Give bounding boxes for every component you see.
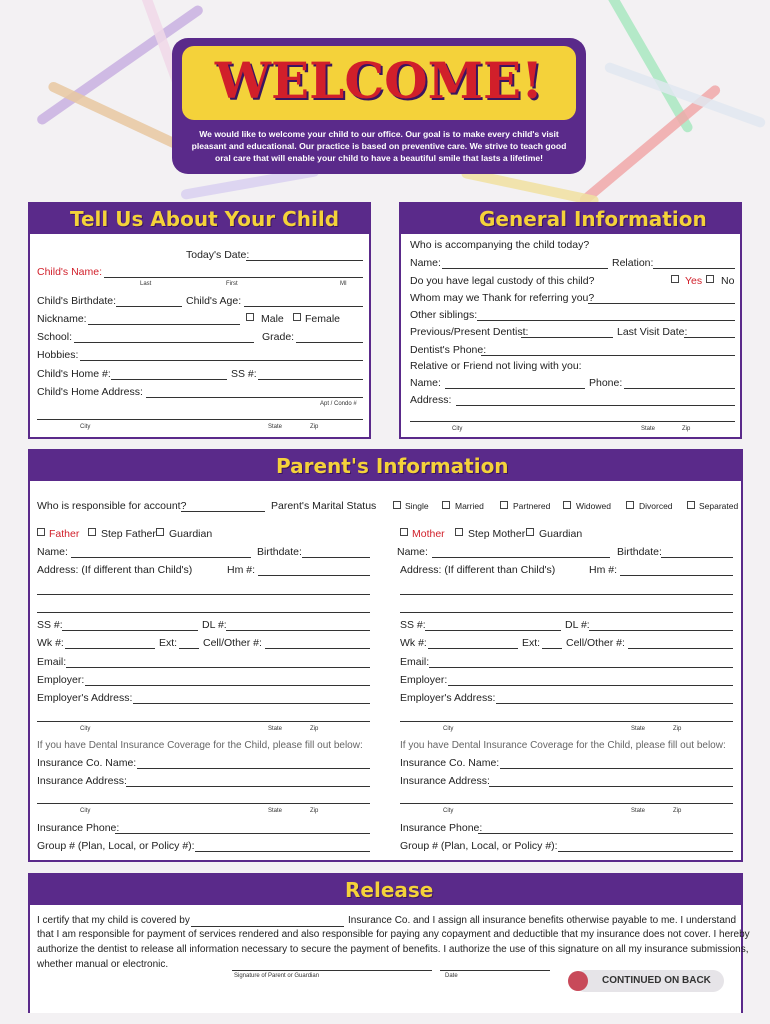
responsible-label: Who is responsible for account? bbox=[37, 500, 187, 512]
school-field[interactable] bbox=[74, 342, 254, 343]
father-hm-label: Hm #: bbox=[227, 564, 256, 576]
relative-name-field[interactable] bbox=[445, 388, 585, 389]
father-group-field[interactable] bbox=[195, 851, 370, 852]
father-ins-city-caption: City bbox=[80, 808, 91, 814]
mother-city-caption: City bbox=[443, 726, 454, 732]
mother-wk-field[interactable] bbox=[428, 648, 518, 649]
relation-field[interactable] bbox=[653, 268, 735, 269]
mother-ext-field[interactable] bbox=[542, 648, 562, 649]
mother-insurance-note: If you have Dental Insurance Coverage for the Child, please fill out below: bbox=[400, 740, 726, 751]
father-ext-field[interactable] bbox=[179, 648, 199, 649]
separated-label: Separated bbox=[699, 501, 739, 511]
father-insurance-note: If you have Dental Insurance Coverage for the Child, please fill out below: bbox=[37, 740, 363, 751]
mother-guardian-label: Guardian bbox=[539, 528, 583, 540]
mother-name-label: Name: bbox=[397, 546, 428, 558]
siblings-field[interactable] bbox=[477, 320, 735, 321]
mother-insurance-phone-field[interactable] bbox=[478, 833, 733, 834]
father-ss-field[interactable] bbox=[62, 630, 198, 631]
mother-ss-label: SS #: bbox=[400, 619, 426, 631]
father-insurance-address-label: Insurance Address: bbox=[37, 775, 127, 787]
relation-label: Relation: bbox=[612, 257, 654, 269]
relative-name-label: Name: bbox=[410, 377, 441, 389]
age-label: Child's Age: bbox=[186, 295, 242, 307]
mother-insurance-address-field[interactable] bbox=[489, 786, 733, 787]
mother-employer-city-field[interactable] bbox=[400, 721, 733, 722]
father-name-label: Name: bbox=[37, 546, 68, 558]
previous-dentist-label: Previous/Present Dentist: bbox=[410, 326, 529, 338]
dentist-phone-label: Dentist's Phone: bbox=[410, 344, 487, 356]
last-caption: Last bbox=[140, 281, 152, 287]
relative-city-field[interactable] bbox=[410, 421, 735, 422]
zip-caption: Zip bbox=[310, 424, 319, 430]
father-cell-field[interactable] bbox=[265, 648, 370, 649]
father-city-caption: City bbox=[80, 726, 91, 732]
father-insurance-phone-label: Insurance Phone: bbox=[37, 822, 120, 834]
relative-address-field[interactable] bbox=[456, 405, 735, 406]
mother-label: Mother bbox=[412, 528, 445, 540]
father-insurance-city-field[interactable] bbox=[37, 803, 370, 804]
school-label: School: bbox=[37, 331, 73, 343]
welcome-title: WELCOME! bbox=[214, 51, 544, 110]
separated-checkbox[interactable] bbox=[687, 501, 695, 509]
mother-wk-label: Wk #: bbox=[400, 637, 427, 649]
last-visit-label: Last Visit Date: bbox=[617, 326, 688, 338]
mother-employer-field[interactable] bbox=[448, 685, 733, 686]
toothpaste-cap-icon bbox=[568, 971, 588, 991]
general-panel-title: General Information bbox=[479, 207, 707, 231]
mother-group-field[interactable] bbox=[558, 851, 733, 852]
custody-yes-label: Yes bbox=[685, 275, 703, 287]
nickname-field[interactable] bbox=[88, 324, 240, 325]
previous-dentist-field[interactable] bbox=[521, 337, 613, 338]
child-panel-title: Tell Us About Your Child bbox=[70, 207, 340, 231]
relative-address-label: Address: bbox=[410, 394, 452, 406]
grade-label: Grade: bbox=[262, 331, 295, 343]
single-label: Single bbox=[405, 501, 429, 511]
date-caption: Date bbox=[445, 973, 458, 979]
hobbies-field[interactable] bbox=[80, 360, 363, 361]
birthdate-field[interactable] bbox=[116, 306, 182, 307]
step-father-label: Step Father bbox=[101, 528, 156, 540]
nickname-label: Nickname: bbox=[37, 313, 87, 325]
mother-employer-address-label: Employer's Address: bbox=[400, 692, 496, 704]
father-dl-field[interactable] bbox=[226, 630, 370, 631]
childs-name-label: Child's Name: bbox=[37, 266, 103, 278]
father-address-line-2[interactable] bbox=[37, 612, 370, 613]
release-line-1a: I certify that my child is covered by bbox=[37, 915, 190, 926]
father-name-field[interactable] bbox=[71, 557, 251, 558]
father-guardian-checkbox[interactable] bbox=[156, 528, 164, 536]
welcome-intro-3: oral care that will enable your child to have a beautiful smile that lasts a lifetime! bbox=[214, 153, 544, 163]
father-insurance-name-field[interactable] bbox=[137, 768, 370, 769]
partnered-label: Partnered bbox=[513, 501, 551, 511]
step-father-checkbox[interactable] bbox=[88, 528, 96, 536]
release-line-1b: Insurance Co. and I assign all insurance benefits otherwise payable to me. I understand bbox=[348, 915, 737, 926]
ss-label: SS #: bbox=[231, 368, 257, 380]
mother-cell-label: Cell/Other #: bbox=[566, 637, 625, 649]
mi-caption: MI bbox=[340, 281, 347, 287]
father-ins-state-caption: State bbox=[268, 808, 283, 814]
father-employer-city-field[interactable] bbox=[37, 721, 370, 722]
father-checkbox[interactable] bbox=[37, 528, 45, 536]
mother-state-caption: State bbox=[631, 726, 646, 732]
mother-birthdate-field[interactable] bbox=[661, 557, 733, 558]
mother-employer-address-field[interactable] bbox=[496, 703, 733, 704]
father-address-label: Address: (If different than Child's) bbox=[37, 564, 193, 576]
last-visit-field[interactable] bbox=[684, 337, 735, 338]
home-address-label: Child's Home Address: bbox=[37, 386, 143, 398]
mother-hm-label: Hm #: bbox=[589, 564, 618, 576]
father-employer-label: Employer: bbox=[37, 674, 85, 686]
marital-status-label: Parent's Marital Status bbox=[271, 500, 377, 512]
father-birthdate-field[interactable] bbox=[302, 557, 370, 558]
childs-name-field[interactable] bbox=[104, 277, 363, 278]
father-wk-field[interactable] bbox=[65, 648, 155, 649]
custody-label: Do you have legal custody of this child? bbox=[410, 275, 595, 287]
welcome-box bbox=[172, 38, 586, 174]
mother-ss-field[interactable] bbox=[425, 630, 561, 631]
birthdate-label: Child's Birthdate: bbox=[37, 295, 117, 307]
father-insurance-phone-field[interactable] bbox=[115, 833, 370, 834]
mother-ins-city-caption: City bbox=[443, 808, 454, 814]
father-insurance-address-field[interactable] bbox=[126, 786, 370, 787]
mother-ins-state-caption: State bbox=[631, 808, 646, 814]
father-zip-caption: Zip bbox=[310, 726, 319, 732]
father-insurance-name-label: Insurance Co. Name: bbox=[37, 757, 137, 769]
apt-caption: Apt / Condo # bbox=[320, 401, 357, 407]
mother-insurance-phone-label: Insurance Phone: bbox=[400, 822, 483, 834]
female-checkbox[interactable] bbox=[293, 313, 301, 321]
step-mother-label: Step Mother bbox=[468, 528, 526, 540]
father-employer-address-field[interactable] bbox=[133, 703, 370, 704]
mother-address-line-1[interactable] bbox=[400, 594, 733, 595]
father-label: Father bbox=[49, 528, 80, 540]
grade-field[interactable] bbox=[296, 342, 363, 343]
hobbies-label: Hobbies: bbox=[37, 349, 79, 361]
accompanying-name-field[interactable] bbox=[442, 268, 608, 269]
referral-field[interactable] bbox=[588, 303, 735, 304]
mother-dl-field[interactable] bbox=[589, 630, 733, 631]
referral-label: Whom may we Thank for referring you? bbox=[410, 292, 595, 304]
father-cell-label: Cell/Other #: bbox=[203, 637, 262, 649]
age-field[interactable] bbox=[244, 306, 363, 307]
father-employer-field[interactable] bbox=[85, 685, 370, 686]
date-field[interactable] bbox=[440, 970, 550, 971]
home-address-city-field[interactable] bbox=[37, 419, 363, 420]
accompanying-name-label: Name: bbox=[410, 257, 441, 269]
welcome-intro-2: pleasant and educational. Our practice is based on preventive care. We strive to teach good bbox=[191, 141, 567, 151]
father-ins-zip-caption: Zip bbox=[310, 808, 319, 814]
mother-guardian-checkbox[interactable] bbox=[526, 528, 534, 536]
responsible-field[interactable] bbox=[181, 511, 265, 512]
male-label: Male bbox=[261, 313, 284, 325]
mother-ins-zip-caption: Zip bbox=[673, 808, 682, 814]
city-caption: City bbox=[80, 424, 91, 430]
married-label: Married bbox=[455, 501, 484, 511]
partnered-checkbox[interactable] bbox=[500, 501, 508, 509]
continued-on-back-label: CONTINUED ON BACK bbox=[602, 975, 711, 986]
mother-hm-field[interactable] bbox=[620, 575, 733, 576]
siblings-label: Other siblings: bbox=[410, 309, 478, 321]
father-wk-label: Wk #: bbox=[37, 637, 64, 649]
general-city-caption: City bbox=[452, 426, 463, 432]
general-zip-caption: Zip bbox=[682, 426, 691, 432]
general-state-caption: State bbox=[641, 426, 656, 432]
divorced-checkbox[interactable] bbox=[626, 501, 634, 509]
todays-date-label: Today's Date: bbox=[186, 249, 250, 261]
married-checkbox[interactable] bbox=[442, 501, 450, 509]
signature-caption: Signature of Parent or Guardian bbox=[234, 973, 320, 979]
custody-yes-checkbox[interactable] bbox=[671, 275, 679, 283]
relative-label: Relative or Friend not living with you: bbox=[410, 360, 582, 372]
welcome-intro-1: We would like to welcome your child to our office. Our goal is to make every child's visit bbox=[199, 129, 559, 139]
release-line-3: authorize the dentist to release all information necessary to secure the payment of benefits. I authorize the use of this signature on all my insurance submissions, bbox=[37, 944, 749, 955]
continued-on-back-badge bbox=[574, 970, 724, 992]
first-caption: First bbox=[226, 281, 238, 287]
mother-group-label: Group # (Plan, Local, or Policy #): bbox=[400, 840, 558, 852]
dentist-phone-field[interactable] bbox=[481, 355, 735, 356]
accompanying-label: Who is accompanying the child today? bbox=[410, 239, 590, 251]
widowed-label: Widowed bbox=[576, 501, 611, 511]
release-panel bbox=[28, 873, 743, 1013]
relative-phone-field[interactable] bbox=[624, 388, 735, 389]
release-panel-title: Release bbox=[345, 878, 434, 902]
home-address-field[interactable] bbox=[146, 397, 363, 398]
mother-ext-label: Ext: bbox=[522, 637, 541, 649]
mother-cell-field[interactable] bbox=[628, 648, 733, 649]
custody-no-checkbox[interactable] bbox=[706, 275, 714, 283]
mother-checkbox[interactable] bbox=[400, 528, 408, 536]
father-address-line-1[interactable] bbox=[37, 594, 370, 595]
mother-name-field[interactable] bbox=[432, 557, 610, 558]
father-employer-address-label: Employer's Address: bbox=[37, 692, 133, 704]
father-guardian-label: Guardian bbox=[169, 528, 213, 540]
female-label: Female bbox=[305, 313, 341, 325]
mother-insurance-city-field[interactable] bbox=[400, 803, 733, 804]
parents-panel-title: Parent's Information bbox=[276, 454, 509, 478]
state-caption: State bbox=[268, 424, 283, 430]
ss-field[interactable] bbox=[258, 379, 363, 380]
father-email-field[interactable] bbox=[66, 667, 370, 668]
widowed-checkbox[interactable] bbox=[563, 501, 571, 509]
relative-phone-label: Phone: bbox=[589, 377, 623, 389]
mother-insurance-address-label: Insurance Address: bbox=[400, 775, 490, 787]
mother-email-field[interactable] bbox=[429, 667, 733, 668]
single-checkbox[interactable] bbox=[393, 501, 401, 509]
signature-field[interactable] bbox=[232, 970, 432, 971]
todays-date-field[interactable] bbox=[246, 260, 363, 261]
insurance-company-field[interactable] bbox=[191, 926, 344, 927]
mother-address-line-2[interactable] bbox=[400, 612, 733, 613]
father-ext-label: Ext: bbox=[159, 637, 178, 649]
mother-insurance-name-label: Insurance Co. Name: bbox=[400, 757, 500, 769]
father-email-label: Email: bbox=[37, 656, 67, 668]
father-ss-label: SS #: bbox=[37, 619, 63, 631]
father-hm-field[interactable] bbox=[258, 575, 370, 576]
divorced-label: Divorced bbox=[639, 501, 673, 511]
release-line-2: that I am responsible for payment of services rendered and also responsible for paying any copayment and deductible that my insurance does not cover. I hereby bbox=[37, 929, 750, 940]
father-state-caption: State bbox=[268, 726, 283, 732]
home-number-label: Child's Home #: bbox=[37, 368, 111, 380]
mother-zip-caption: Zip bbox=[673, 726, 682, 732]
father-dl-label: DL #: bbox=[202, 619, 227, 631]
mother-address-label: Address: (If different than Child's) bbox=[400, 564, 556, 576]
male-checkbox[interactable] bbox=[246, 313, 254, 321]
father-birthdate-label: Birthdate: bbox=[257, 546, 302, 558]
mother-email-label: Email: bbox=[400, 656, 430, 668]
custody-no-label: No bbox=[721, 275, 735, 287]
mother-employer-label: Employer: bbox=[400, 674, 448, 686]
mother-insurance-name-field[interactable] bbox=[500, 768, 733, 769]
father-group-label: Group # (Plan, Local, or Policy #): bbox=[37, 840, 195, 852]
mother-birthdate-label: Birthdate: bbox=[617, 546, 662, 558]
release-line-4: whether manual or electronic. bbox=[37, 959, 169, 970]
home-number-field[interactable] bbox=[111, 379, 227, 380]
mother-dl-label: DL #: bbox=[565, 619, 590, 631]
step-mother-checkbox[interactable] bbox=[455, 528, 463, 536]
